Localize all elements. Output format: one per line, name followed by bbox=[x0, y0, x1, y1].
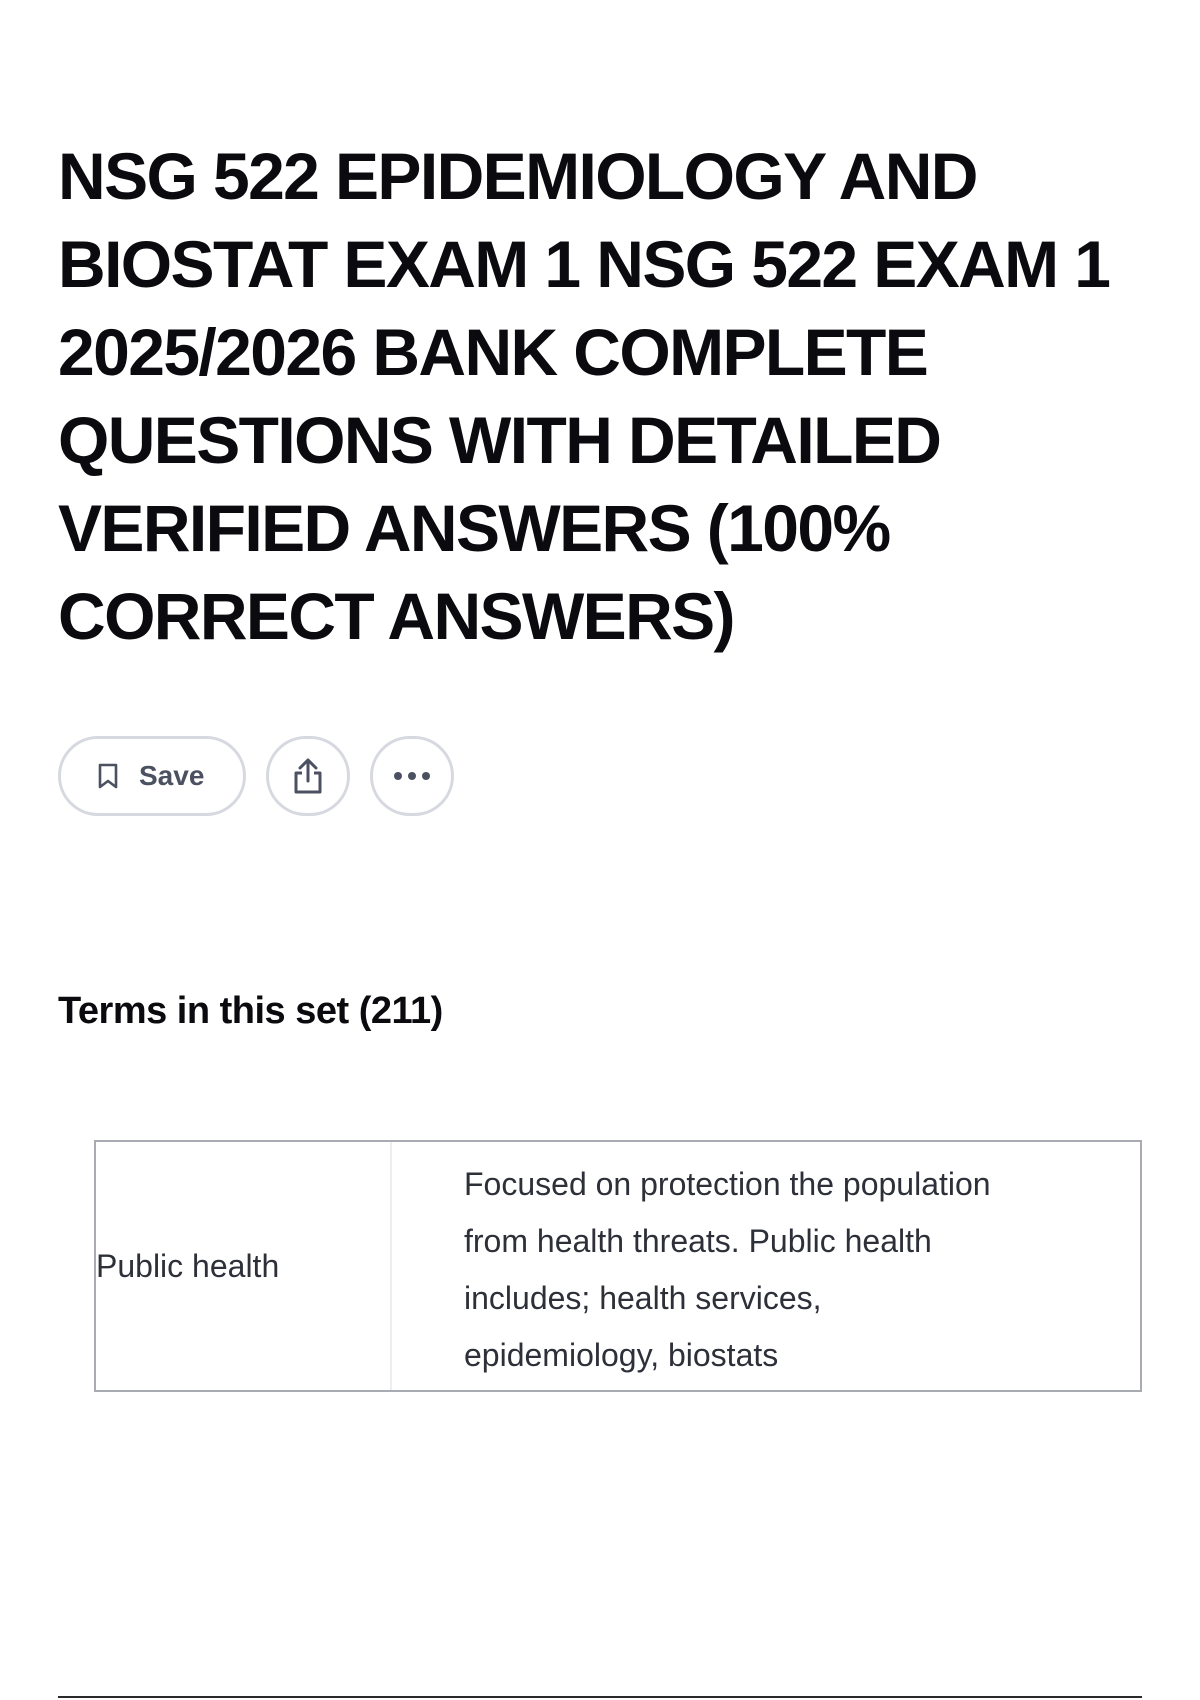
bookmark-icon bbox=[97, 762, 119, 790]
more-options-button[interactable] bbox=[370, 736, 454, 816]
page-title: NSG 522 EPIDEMIOLOGY AND BIOSTAT EXAM 1 NSG 522 EXAM 1 2025/2026 BANK COMPLETE QUESTIONS WITH DETAILED VERIFIED ANSWERS (100% CORRECT ANSWERS) bbox=[58, 139, 1110, 653]
save-button-label: Save bbox=[139, 760, 205, 791]
share-icon bbox=[290, 756, 326, 796]
term-card[interactable] bbox=[94, 1140, 1142, 1392]
action-bar bbox=[58, 736, 454, 816]
terms-heading: Terms in this set (211) bbox=[58, 990, 443, 1032]
share-button[interactable] bbox=[266, 736, 350, 816]
more-icon bbox=[392, 771, 432, 781]
save-button[interactable] bbox=[58, 736, 246, 816]
definition-text: Focused on protection the population from health threats. Public health includes; health services, epidemiology, biostats bbox=[464, 1166, 991, 1373]
term-text: Public health bbox=[96, 1142, 392, 1390]
divider bbox=[58, 1696, 1142, 1698]
